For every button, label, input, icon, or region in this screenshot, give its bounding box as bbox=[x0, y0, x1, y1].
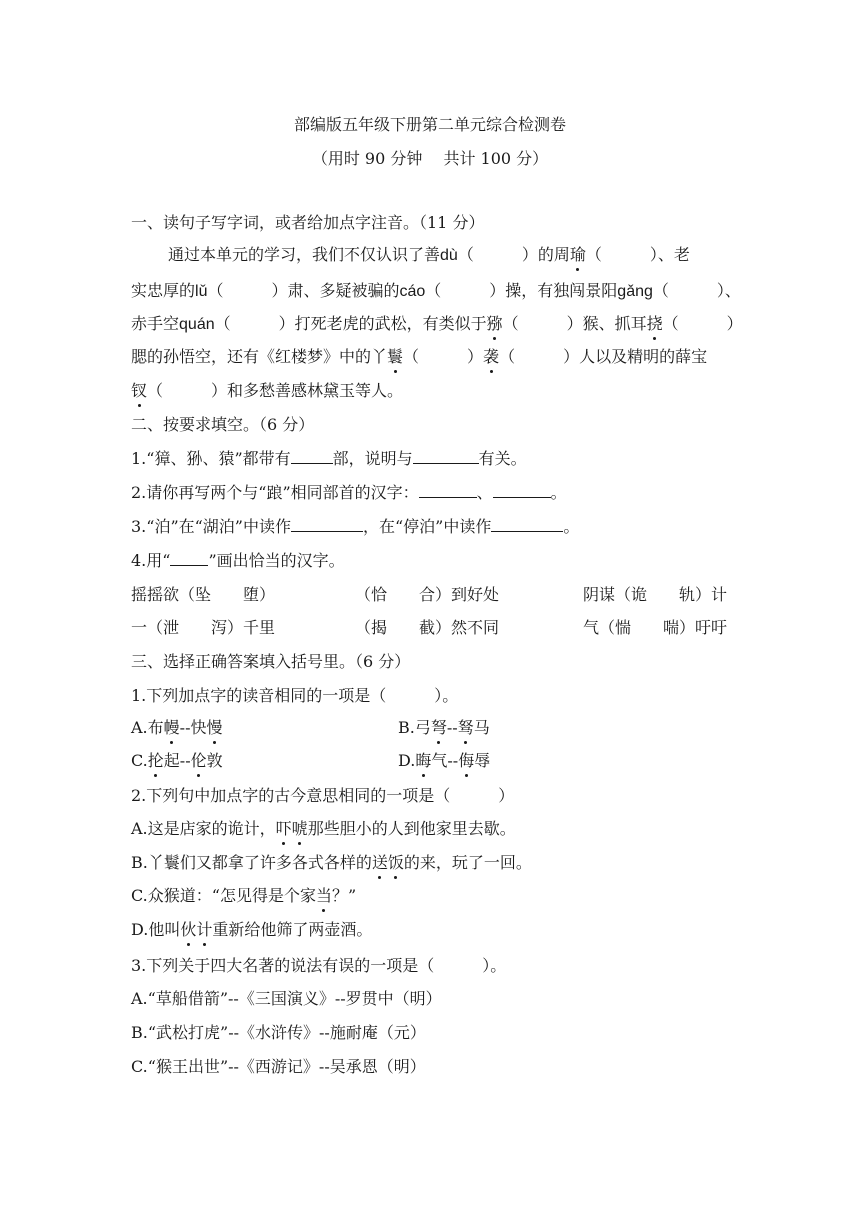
dotted-char: 伦 bbox=[190, 751, 207, 770]
text-segment: ”画出恰当的汉字。 bbox=[208, 551, 345, 570]
text-segment: 。 bbox=[550, 483, 567, 502]
section1-line2 bbox=[131, 281, 741, 302]
choice-c[interactable] bbox=[131, 886, 356, 906]
dotted-char: 驽 bbox=[457, 718, 474, 737]
dotted-char: 钗 bbox=[131, 381, 148, 400]
choice-c[interactable] bbox=[131, 751, 223, 771]
choice-d[interactable] bbox=[131, 920, 372, 940]
pinyin-gang: gǎng bbox=[617, 283, 653, 300]
dotted-char: 计 bbox=[196, 920, 213, 939]
text-segment: 重新给他筛了两壶酒。 bbox=[212, 920, 373, 939]
choice-a[interactable] bbox=[131, 718, 223, 738]
exam-subtitle: （用时 90 分钟 共计 100 分） bbox=[311, 149, 549, 168]
text-segment: 腮的孙悟空，还有《红楼梦》中的丫 bbox=[131, 347, 388, 366]
text-segment: （ ）和多愁善感林黛玉等人。 bbox=[147, 381, 404, 400]
text-segment: D. bbox=[398, 751, 416, 770]
text-segment: 赤手空 bbox=[131, 314, 180, 333]
answer-blank[interactable] bbox=[413, 449, 479, 464]
text-segment: C. bbox=[131, 751, 148, 770]
text-segment: （ ） bbox=[662, 314, 743, 333]
text-segment: 有关。 bbox=[478, 449, 527, 468]
text-segment: A.布 bbox=[131, 718, 164, 737]
text-segment: 那些胆小的人到他家里去歇。 bbox=[307, 819, 516, 838]
dotted-char: 当 bbox=[315, 886, 332, 905]
dotted-char: 侮 bbox=[458, 751, 475, 770]
dotted-char: 晦 bbox=[415, 751, 432, 770]
answer-blank[interactable] bbox=[493, 483, 551, 498]
section3-question1: 1.下列加点字的读音相同的一项是（ ）。 bbox=[131, 686, 459, 705]
text-segment: 3.“泊”在“湖泊”中读作 bbox=[131, 517, 291, 536]
dotted-char: 挠 bbox=[646, 314, 663, 333]
underline-sample bbox=[170, 551, 208, 566]
choice-b[interactable] bbox=[398, 718, 490, 738]
text-segment: 的来，玩了一回。 bbox=[403, 853, 532, 872]
exam-title: 部编版五年级下册第二单元综合检测卷 bbox=[293, 115, 566, 134]
option-item[interactable]: （揭 截）然不同 bbox=[355, 618, 500, 637]
option-item[interactable]: 一（泄 泻）千里 bbox=[131, 618, 276, 637]
dotted-char: 唬 bbox=[291, 819, 308, 838]
option-item[interactable]: 摇摇欲（坠 堕） bbox=[131, 585, 276, 604]
answer-blank[interactable] bbox=[291, 517, 363, 532]
text bbox=[131, 347, 707, 367]
option-item[interactable]: 气（惴 喘）吁吁 bbox=[583, 618, 728, 637]
text-segment: A.这是店家的诡计， bbox=[131, 819, 276, 838]
text-segment: （ ）打死老虎的武松，有类似于 bbox=[214, 314, 487, 333]
section1-heading: 一、读句子写字词，或者给加点字注音。（11 分） bbox=[131, 213, 485, 232]
choice-a[interactable] bbox=[131, 819, 516, 839]
text bbox=[131, 281, 741, 302]
section1-line4 bbox=[131, 347, 729, 367]
answer-blank[interactable] bbox=[419, 483, 477, 498]
pinyin-quan: quán bbox=[179, 316, 215, 333]
option-item[interactable]: （恰 合）到好处 bbox=[355, 585, 500, 604]
pinyin-du: dù bbox=[440, 247, 458, 264]
text-segment: 1.“獐、狲、猿”都带有 bbox=[131, 449, 291, 468]
dotted-char: 弩 bbox=[430, 718, 447, 737]
choice-d[interactable] bbox=[398, 751, 490, 771]
text-segment: 实忠厚的 bbox=[131, 281, 196, 300]
section3-question2: 2.下列句中加点字的古今意思相同的一项是（ ） bbox=[131, 786, 515, 805]
choice-b[interactable]: B.“武松打虎”--《水浒传》--施耐庵（元） bbox=[131, 1023, 426, 1042]
text-segment: 4.用“ bbox=[131, 551, 171, 570]
text-segment: B.弓 bbox=[398, 718, 431, 737]
text-segment: （ ） bbox=[403, 347, 484, 366]
text-segment: B.丫鬟们又都拿了许多各式各样的 bbox=[131, 853, 372, 872]
text-segment: -- bbox=[446, 718, 458, 737]
text-segment: C.众猴道：“怎见得是个家 bbox=[131, 886, 316, 905]
text-segment: （ ）人以及精明的薛宝 bbox=[499, 347, 708, 366]
section1-line3 bbox=[131, 314, 743, 335]
option-item[interactable]: 阴谋（诡 轨）计 bbox=[583, 585, 728, 604]
section1-line1 bbox=[168, 245, 729, 266]
dotted-char: 瑜 bbox=[569, 245, 586, 264]
text-segment: 气-- bbox=[431, 751, 459, 770]
section3-heading: 三、选择正确答案填入括号里。（6 分） bbox=[131, 652, 411, 671]
answer-blank[interactable] bbox=[491, 517, 563, 532]
section3-question3: 3.下列关于四大名著的说法有误的一项是（ ）。 bbox=[131, 956, 507, 975]
text-segment: 部，说明与 bbox=[332, 449, 413, 468]
text-segment: ，在“停泊”中读作 bbox=[363, 517, 492, 536]
dotted-char: 送 bbox=[371, 853, 388, 872]
text-segment: （ ）、 bbox=[652, 281, 741, 300]
section2-heading: 二、按要求填空。（6 分） bbox=[131, 415, 315, 434]
pinyin-lu: lǔ bbox=[195, 283, 208, 300]
section2-question2 bbox=[131, 483, 567, 503]
text-segment: （ ）、老 bbox=[585, 245, 690, 264]
section1-line5 bbox=[131, 381, 403, 401]
dotted-char: 慢 bbox=[206, 718, 223, 737]
section2-question1 bbox=[131, 449, 527, 469]
dotted-char: 伙 bbox=[180, 920, 197, 939]
text bbox=[168, 245, 690, 266]
section2-question3 bbox=[131, 517, 579, 537]
dotted-char: 吓 bbox=[275, 819, 292, 838]
dotted-char: 猕 bbox=[486, 314, 503, 333]
text-segment: 辱 bbox=[474, 751, 491, 770]
choice-c[interactable]: C.“猴王出世”--《西游记》--吴承恩（明） bbox=[131, 1057, 426, 1076]
text-segment: （ ）猴、抓耳 bbox=[502, 314, 647, 333]
text-segment: 2.请你再写两个与“踉”相同部首的汉字： bbox=[131, 483, 419, 502]
text-segment: 马 bbox=[473, 718, 490, 737]
text-segment: 。 bbox=[563, 517, 580, 536]
answer-blank[interactable] bbox=[291, 449, 333, 464]
dotted-char: 袭 bbox=[483, 347, 500, 366]
text-segment: 起-- bbox=[163, 751, 191, 770]
dotted-char: 幔 bbox=[163, 718, 180, 737]
pinyin-cao: cáo bbox=[399, 283, 426, 300]
dotted-char: 饭 bbox=[387, 853, 404, 872]
text-segment: （ ）的周 bbox=[457, 245, 570, 264]
text-segment: 、 bbox=[476, 483, 493, 502]
choice-b[interactable] bbox=[131, 853, 532, 873]
text-segment: （ ）操，有独闯景阳 bbox=[425, 281, 618, 300]
text-segment: --快 bbox=[179, 718, 207, 737]
text bbox=[131, 314, 743, 335]
text-segment: 敦 bbox=[206, 751, 223, 770]
text-segment: （ ）肃、多疑被骗的 bbox=[207, 281, 400, 300]
text-segment: 通过本单元的学习，我们不仅认识了善 bbox=[168, 245, 441, 264]
dotted-char: 鬟 bbox=[387, 347, 404, 366]
text-segment: ？” bbox=[331, 886, 357, 905]
section2-question4 bbox=[131, 551, 345, 571]
choice-a[interactable]: A.“草船借箭”--《三国演义》--罗贯中（明） bbox=[131, 989, 442, 1008]
dotted-char: 抡 bbox=[147, 751, 164, 770]
text-segment: D.他叫 bbox=[131, 920, 181, 939]
